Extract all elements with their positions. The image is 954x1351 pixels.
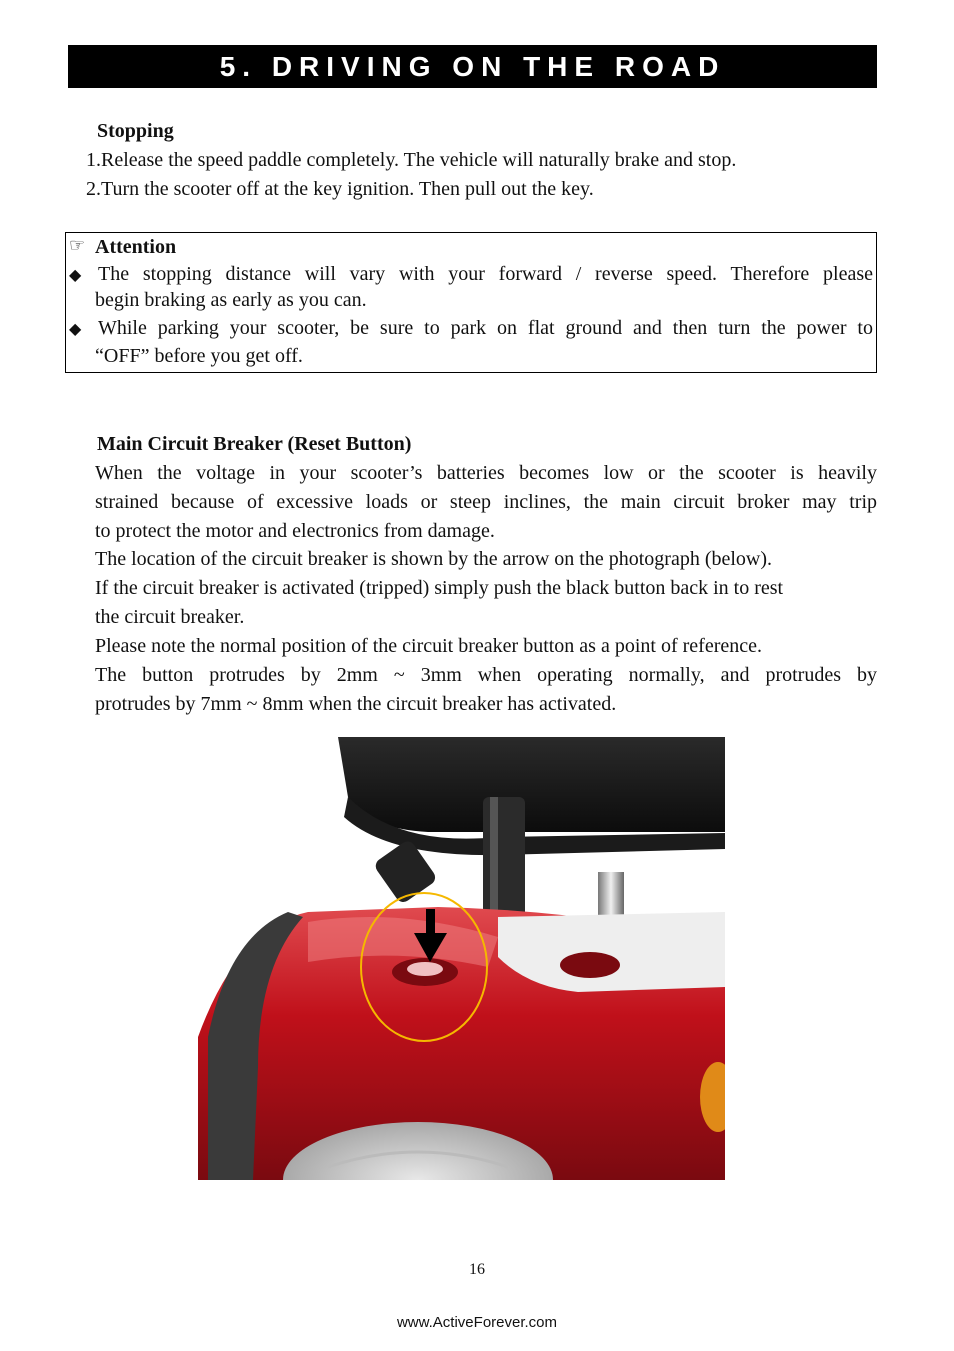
stopping-heading: Stopping: [97, 120, 174, 142]
stopping-step-2: 2.Turn the scooter off at the key ignition. Then pull out the key.: [86, 178, 594, 200]
section-title-bar: [68, 45, 877, 88]
breaker-line-1: When the voltage in your scooter’s batteries becomes low or the scooter is heavily: [95, 462, 877, 484]
breaker-line-7: Please note the normal position of the circuit breaker button as a point of reference.: [95, 635, 762, 657]
stopping-step-1: 1.Release the speed paddle completely. The vehicle will naturally brake and stop.: [86, 149, 737, 171]
breaker-heading: Main Circuit Breaker (Reset Button): [97, 433, 412, 455]
breaker-line-5: If the circuit breaker is activated (tripped) simply push the black button back in to rest: [95, 577, 784, 599]
attention-item-2-line-2: “OFF” before you get off.: [95, 345, 303, 367]
breaker-line-6: the circuit breaker.: [95, 606, 245, 628]
section-title: 5. DRIVING ON THE ROAD: [219, 50, 726, 82]
breaker-line-9: protrudes by 7mm ~ 8mm when the circuit breaker has activated.: [95, 693, 617, 715]
breaker-line-3: to protect the motor and electronics from damage.: [95, 520, 495, 542]
page-number: 16: [469, 1261, 485, 1278]
attention-box: [65, 232, 877, 373]
attention-item-1-line-2: begin braking as early as you can.: [95, 289, 367, 311]
breaker-line-8: The button protrudes by 2mm ~ 3mm when operating normally, and protrudes by: [95, 664, 877, 686]
attention-item-2-line-1: While parking your scooter, be sure to park on flat ground and then turn the power to: [98, 317, 873, 339]
breaker-line-4: The location of the circuit breaker is shown by the arrow on the photograph (below).: [95, 548, 773, 570]
attention-item-1-line-1: The stopping distance will vary with your forward / reverse speed. Therefore please: [98, 263, 873, 285]
scooter-circuit-breaker-photo: [198, 737, 725, 1180]
breaker-line-2: strained because of excessive loads or steep inclines, the main circuit broker may trip: [95, 491, 877, 513]
diamond-bullet-icon: ◆: [69, 319, 82, 338]
footer-url: www.ActiveForever.com: [396, 1314, 558, 1331]
attention-heading: Attention: [95, 236, 177, 258]
diamond-bullet-icon: ◆: [69, 265, 82, 284]
pointing-hand-icon: ☞: [69, 235, 86, 256]
